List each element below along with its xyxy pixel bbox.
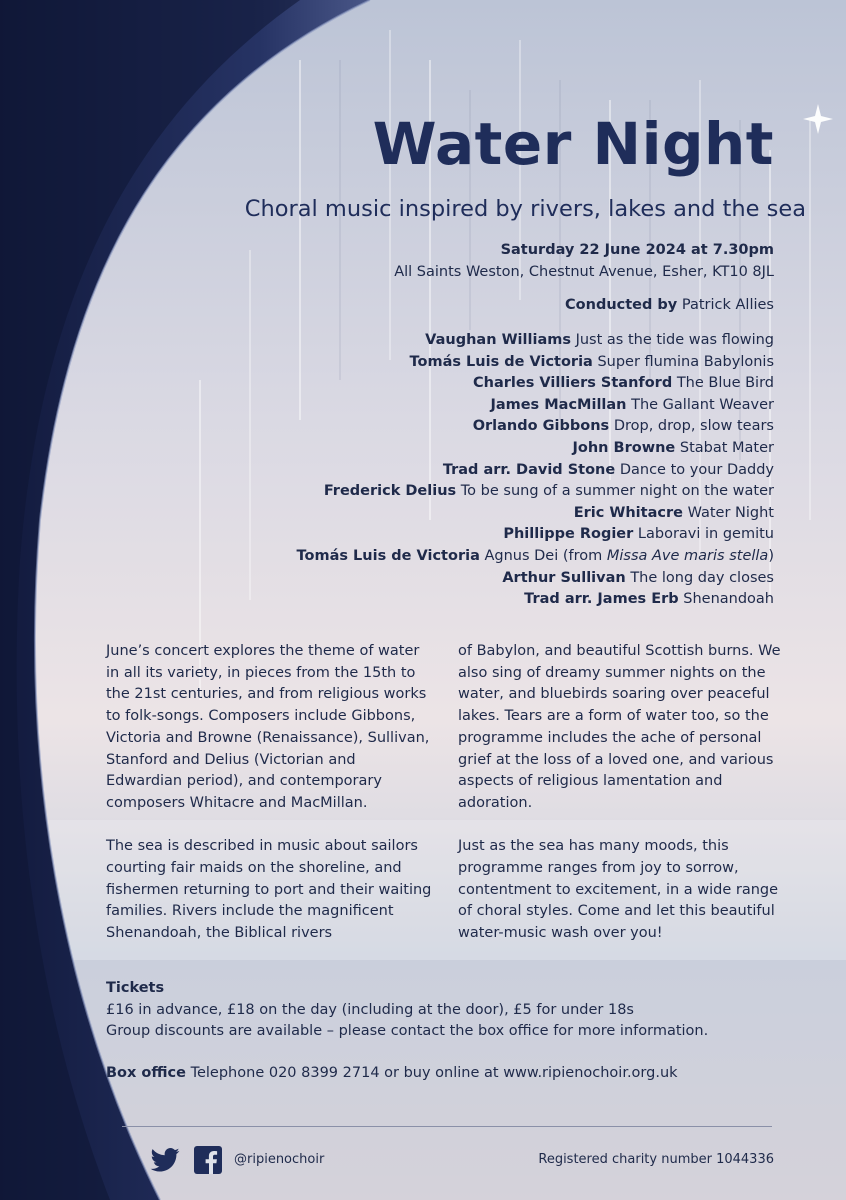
- description-paragraph: The sea is described in music about sailors courting fair maids on the shoreline, and fishermen returning to port and their waiting families. Rivers include the magnificent Shenandoah, the Biblical rivers: [106, 838, 432, 942]
- conductor-line: [565, 297, 774, 313]
- programme-item: John Browne Stabat Mater: [572, 439, 774, 456]
- event-date-time: Saturday 22 June 2024 at 7.30pm: [500, 242, 774, 258]
- box-office-line: [106, 1065, 678, 1081]
- conductor-label: Conducted by: [565, 297, 678, 313]
- programme-item: Orlando Gibbons Drop, drop, slow tears: [472, 418, 774, 435]
- programme-list: [297, 330, 774, 611]
- programme-item: Charles Villiers Stanford The Blue Bird: [473, 375, 774, 392]
- programme-item: Vaughan Williams Just as the tide was flowing: [425, 332, 774, 348]
- description-paragraph: June’s concert explores the theme of water in all its variety, in pieces from the 15th to the 21st centuries, and from religious works to folk-songs. Composers include Gibbons, Victoria and Browne (Renaissance), Sullivan, Stanford and Delius (Victorian and Edwardian period), and contemporary composers Whitacre and MacMillan.: [106, 643, 430, 811]
- programme-item: Eric Whitacre Water Night: [573, 504, 774, 521]
- programme-item: Frederick Delius To be sung of a summer night on the water: [323, 483, 774, 500]
- event-subtitle: Choral music inspired by rivers, lakes and the sea: [244, 196, 806, 222]
- programme-item: Trad arr. David Stone Dance to your Daddy: [442, 461, 774, 478]
- programme-item: Tomás Luis de Victoria Super flumina Babylonis: [409, 353, 774, 370]
- programme-item: Tomás Luis de Victoria Agnus Dei (from Missa Ave maris stella): [296, 547, 774, 564]
- event-venue: All Saints Weston, Chestnut Avenue, Esher, KT10 8JL: [394, 264, 774, 280]
- event-title: Water Night: [372, 110, 774, 178]
- box-office-details[interactable]: Telephone 020 8399 2714 or buy online at www.ripienochoir.org.uk: [190, 1065, 678, 1081]
- description-column-right: [458, 641, 788, 945]
- programme-item: Phillippe Rogier Laboravi in gemitu: [503, 526, 774, 543]
- conductor-name: Patrick Allies: [681, 297, 774, 313]
- description-paragraph: of Babylon, and beautiful Scottish burns. We also sing of dreamy summer nights on the water, and bluebirds soaring over peaceful lakes. Tears are a form of water too, so the programme includes the ache of personal grief at the loss of a loved one, and various aspects of religious lamentation and adoration.: [458, 643, 781, 811]
- programme-item: Trad arr. James Erb Shenandoah: [524, 591, 774, 608]
- twitter-icon[interactable]: [150, 1148, 180, 1176]
- tickets-heading: Tickets: [106, 980, 165, 996]
- charity-number: Registered charity number 1044336: [538, 1152, 774, 1167]
- facebook-icon[interactable]: [194, 1146, 222, 1178]
- description-column-left: [106, 641, 436, 945]
- description-paragraph: Just as the sea has many moods, this programme ranges from joy to sorrow, contentment to excitement, in a wide range of choral styles. Come and let this beautiful water-music wash over you!: [458, 838, 779, 942]
- social-handle[interactable]: @ripienochoir: [234, 1152, 325, 1167]
- ticket-prices: £16 in advance, £18 on the day (including at the door), £5 for under 18s: [106, 1001, 634, 1018]
- footer-divider: [122, 1126, 772, 1127]
- programme-item: Arthur Sullivan The long day closes: [502, 569, 774, 586]
- programme-item: James MacMillan The Gallant Weaver: [490, 396, 774, 413]
- group-discounts: Group discounts are available – please contact the box office for more information.: [106, 1023, 709, 1040]
- tickets-section: [106, 978, 708, 1043]
- box-office-label: Box office: [106, 1065, 186, 1081]
